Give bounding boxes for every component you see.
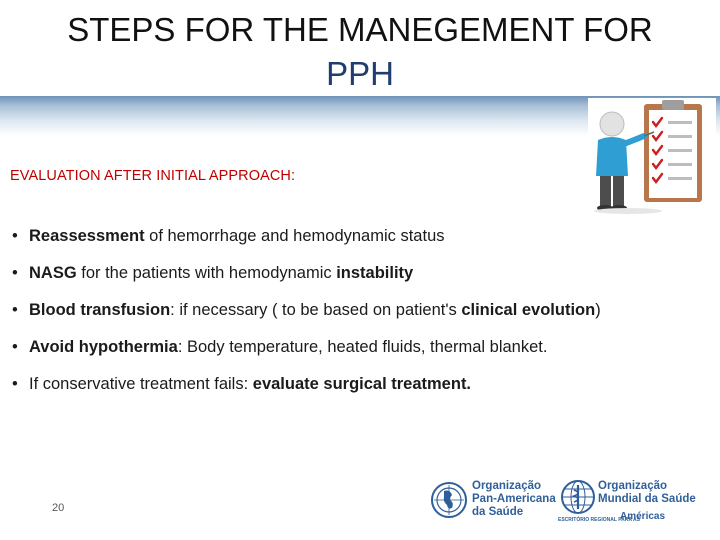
bullet-item: • If conservative treatment fails: evaluate surgical treatment. [12, 370, 702, 407]
who-logo-text: Organização Mundial da Saúde [598, 480, 696, 505]
slide-title-line2: PPH [326, 55, 394, 92]
section-subtitle: EVALUATION AFTER INITIAL APPROACH: [10, 168, 296, 184]
paho-logo-text: Organização Pan-Americana da Saúde [472, 480, 556, 518]
checklist-illustration [588, 98, 716, 216]
slide-title [0, 8, 720, 96]
bullet-item: • Reassessment of hemorrhage and hemodynamic status [12, 222, 702, 259]
bullet-list [12, 222, 702, 407]
bullet-item: • NASG for the patients with hemodynamic instability [12, 259, 702, 296]
slide-title-line1: STEPS FOR THE MANEGEMENT FOR [67, 11, 653, 48]
paho-logo [428, 476, 558, 524]
who-regional-office-text: ESCRITÓRIO REGIONAL PARA AS [558, 517, 640, 523]
checklist-figure-icon [588, 98, 716, 216]
page-number: 20 [52, 502, 65, 514]
who-logo [558, 476, 708, 524]
paho-emblem-icon [430, 481, 468, 519]
bullet-item: • Avoid hypothermia: Body temperature, heated fluids, thermal blanket. [12, 333, 702, 370]
bullet-item: • Blood transfusion: if necessary ( to be based on patient's clinical evolution) [12, 296, 702, 333]
who-emblem-icon [560, 479, 596, 515]
who-region-text: Américas [620, 511, 666, 522]
